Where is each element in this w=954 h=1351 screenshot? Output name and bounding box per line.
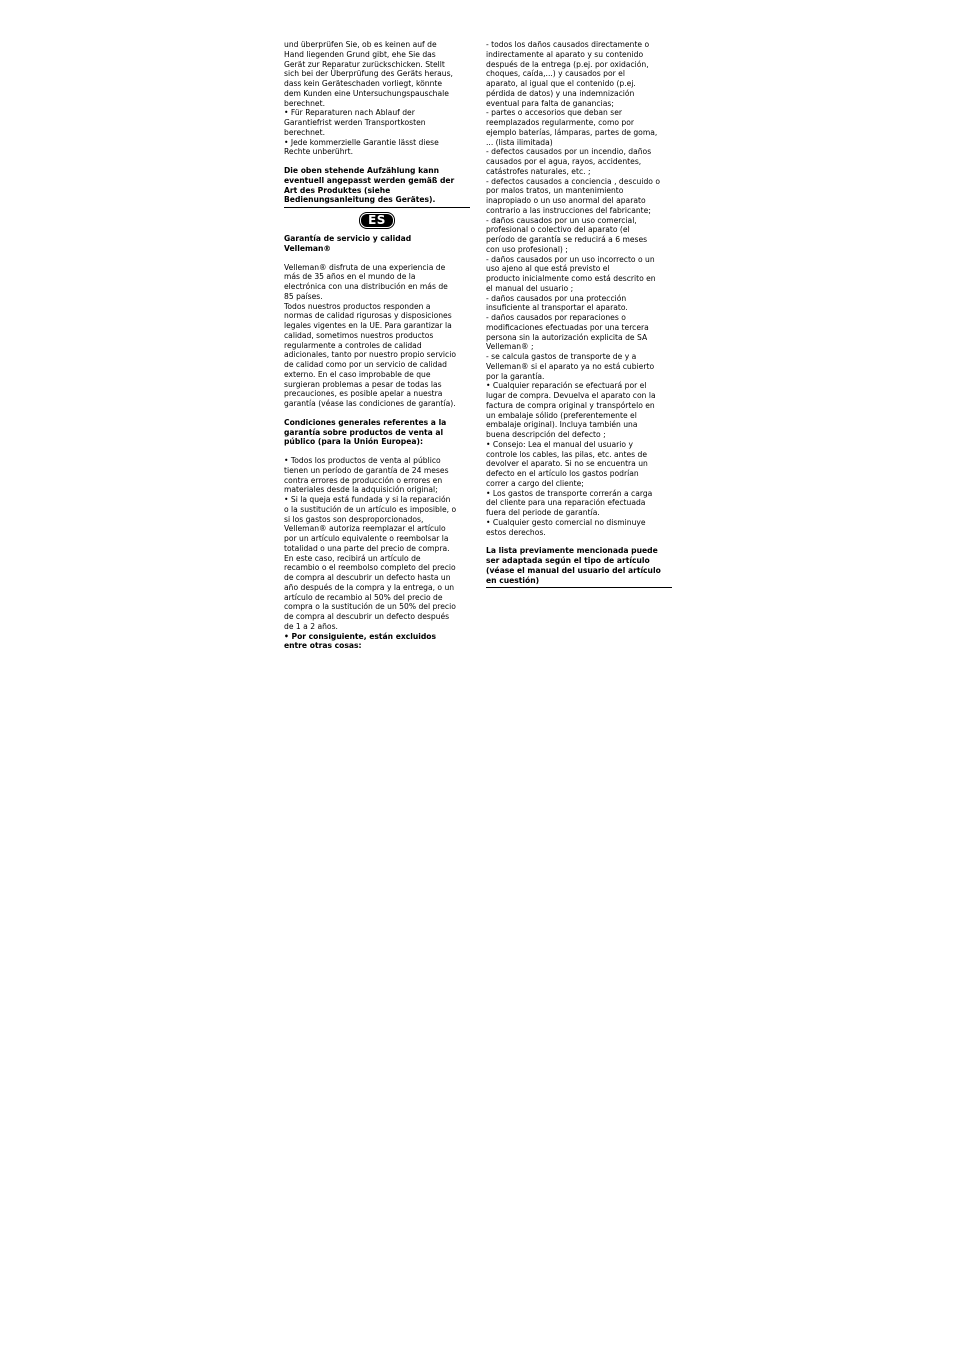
spacer [486,537,672,546]
section-divider [284,207,470,208]
right-column [486,40,672,588]
spacer [284,447,470,456]
de-warranty-continuation: und überprüfen Sie, ob es keinen auf de Hand liegenden Grund gibt, ehe Sie das Gerät zur Reparatur zurückschicken. Stellt sich bei der Überprüfung des Geräts heraus, dass kein Geräteschaden vorliegt, könnte dem Kunden eine Untersuchungspauschale berechnet. • Für Reparaturen nach Ablauf der Garantiefrist werden Transportkosten berechnet. • Jede kommerzielle Garantie lässt diese Rechte unberührt. [284,40,453,157]
es-conditions: • Todos los productos de venta al público tienen un período de garantía de 24 meses contra errores de producción o errores en materiales desde la adquisición original; • Si la queja está fundada y si la reparación o la sustitución de un artículo es imposible, o si los gastos son desproporcionados, Velleman® autoriza reemplazar el artículo por un artículo equivalente o reembolsar la totalidad o una parte del precio de compra. En este caso, recibirá un artículo de recambio o el reembolso completo del precio de compra al descubrir un defecto hasta un año después de la compra y la entrega, o un artículo de recambio al 50% del precio de compra o la sustitución de un 50% del precio de compra al descubrir un defecto después de 1 a 2 años. [284,456,457,631]
section-divider [486,587,672,588]
es-conditions-heading: Condiciones generales referentes a la garantía sobre productos de venta al público (para la Unión Europea): [284,417,447,447]
left-column [284,40,470,651]
es-list-note: La lista previamente mencionada puede ser adaptada según el tipo de artículo (véase el manual del usuario del artículo en cuestión) [486,546,661,585]
es-intro: Velleman® disfruta de una experiencia de más de 35 años en el mundo de la electrónica con una distribución en más de 85 países. Todos nuestros productos responden a normas de calidad rigurosas y disposiciones legales vigentes en la UE. Para garantizar la calidad, sometimos nuestros productos regularmente a controles de calidad adicionales, tanto por nuestro propio servicio de calidad como por un servicio de calidad externo. En el caso improbable de que surgieran problemas a pesar de todas las precauciones, es posible apelar a nuestra garantía (véase las condiciones de garantía). [284,262,456,408]
spacer [284,409,470,418]
es-excluded-heading: • Por consiguiente, están excluidos entre otras cosas: [284,631,437,651]
es-heading: Garantía de servicio y calidad Velleman® [284,234,412,253]
language-badge-label: ES [360,213,394,228]
language-badge-es [284,213,470,228]
de-list-note: Die oben stehende Aufzählung kann eventuell angepasst werden gemäß der Art des Produktes (siehe Bedienungsanleitung des Gerätes). [284,166,455,205]
spacer [284,254,470,263]
spacer [284,157,470,166]
es-exclusions-list: - todos los daños causados directamente o indirectamente al aparato y su contenido después de la entrega (p.ej. por oxidación, choques, caída,...) y causados por el aparato, al igual que el contenido (p.ej. pérdida de datos) y una indemnización eventual para falta de ganancias; - partes o accesorios que deban ser reemplazados regularmente, como por ejemplo baterías, lámparas, partes de goma, ... (lista ilimitada) - defectos causados por un incendio, daños causados por el agua, rayos, accidentes, catástrofes naturales, etc. ; - defectos causados a conciencia , descuido o por malos tratos, un mantenimiento inapropiado o un uso anormal del aparato contrario a las instrucciones del fabricante; - daños causados por un uso comercial, profesional o colectivo del aparato (el período de garantía se reducirá a 6 meses con uso profesional) ; - daños causados por un uso incorrecto o un uso ajeno al que está previsto el producto inicialmente como está descrito en el manual del usuario ; - daños causados por una protección insuficiente al transportar el aparato. - daños causados por reparaciones o modificaciones efectuadas por una tercera persona sin la autorización explicita de SA Velleman® ; - se calcula gastos de transporte de y a Velleman® si el aparato ya no está cubierto por la garantía. • Cualquier reparación se efectuará por el lugar de compra. Devuelva el aparato con la factura de compra original y transpórtelo en un embalaje sólido (preferentemente el embalaje original). Incluya también una buena descripción del defecto ; • Consejo: Lea el manual del usuario y controle los cables, las pilas, etc. antes de devolver el aparato. Si no se encuentra un defecto en el artículo los gastos podrían correr a cargo del cliente; • Los gastos de transporte correrán a carga del cliente para una reparación efectuada fuera del periode de garantía. • Cualquier gesto comercial no disminuye estos derechos. [486,40,660,537]
